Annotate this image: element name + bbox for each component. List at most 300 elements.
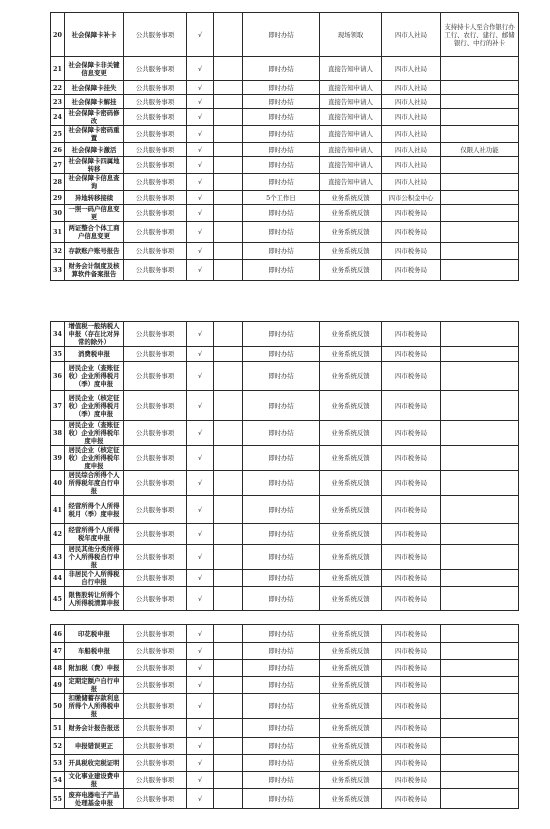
item-type-cell: 公共服务事项 xyxy=(124,362,187,391)
table-row xyxy=(51,755,519,772)
department-cell: 四市税务局 xyxy=(382,524,441,545)
department-cell: 四市税务局 xyxy=(382,772,441,789)
item-type-cell: 公共服务事项 xyxy=(124,81,187,95)
item-type-cell: 公共服务事项 xyxy=(124,95,187,109)
empty-cell xyxy=(214,524,243,545)
item-number-cell: 47 xyxy=(51,643,65,660)
empty-cell xyxy=(214,496,243,524)
remark-cell xyxy=(441,174,519,191)
item-name-cell: 印花税申报 xyxy=(65,625,124,643)
remark-cell xyxy=(441,496,519,524)
department-cell: 四市税务局 xyxy=(382,322,441,347)
item-type-cell: 公共服务事项 xyxy=(124,772,187,789)
item-name-cell: 附加税（费）申报 xyxy=(65,660,124,677)
department-cell: 四市税务局 xyxy=(382,222,441,243)
service-table-block-2 xyxy=(50,321,519,611)
empty-cell xyxy=(214,205,243,222)
check-mark-cell: √ xyxy=(187,57,214,81)
item-number-cell: 36 xyxy=(51,362,65,391)
item-name-cell: 社会保障卡挂失 xyxy=(65,81,124,95)
empty-cell xyxy=(214,322,243,347)
item-number-cell: 46 xyxy=(51,625,65,643)
item-number-cell: 38 xyxy=(51,421,65,446)
item-name-cell: 异地转移接续 xyxy=(65,191,124,205)
item-name-cell: 非居民个人所得税自行申报 xyxy=(65,570,124,587)
check-mark-cell: √ xyxy=(187,660,214,677)
result-delivery-cell: 业务系统反馈 xyxy=(320,625,382,643)
remark-cell xyxy=(441,191,519,205)
processing-time-cell: 即时办结 xyxy=(243,524,320,545)
result-delivery-cell: 业务系统反馈 xyxy=(320,719,382,738)
check-mark-cell: √ xyxy=(187,719,214,738)
result-delivery-cell: 业务系统反馈 xyxy=(320,222,382,243)
result-delivery-cell: 业务系统反馈 xyxy=(320,322,382,347)
processing-time-cell: 即时办结 xyxy=(243,243,320,260)
department-cell: 四市税务局 xyxy=(382,260,441,281)
item-type-cell: 公共服务事项 xyxy=(124,755,187,772)
department-cell: 四市税务局 xyxy=(382,587,441,611)
item-number-cell: 32 xyxy=(51,243,65,260)
item-number-cell: 35 xyxy=(51,347,65,362)
item-number-cell: 33 xyxy=(51,260,65,281)
processing-time-cell: 即时办结 xyxy=(243,738,320,755)
empty-cell xyxy=(214,347,243,362)
check-mark-cell: √ xyxy=(187,738,214,755)
processing-time-cell: 即时办结 xyxy=(243,95,320,109)
processing-time-cell: 即时办结 xyxy=(243,322,320,347)
item-number-cell: 28 xyxy=(51,174,65,191)
department-cell: 四市税务局 xyxy=(382,496,441,524)
empty-cell xyxy=(214,421,243,446)
table-row xyxy=(51,13,519,57)
processing-time-cell: 即时办结 xyxy=(243,545,320,570)
item-name-cell: 社会保障卡非关键信息变更 xyxy=(65,57,124,81)
department-cell: 四市税务局 xyxy=(382,738,441,755)
item-number-cell: 29 xyxy=(51,191,65,205)
result-delivery-cell: 业务系统反馈 xyxy=(320,789,382,809)
item-name-cell: 社会保障卡激活 xyxy=(65,143,124,157)
department-cell: 四市公积金中心 xyxy=(382,191,441,205)
empty-cell xyxy=(214,570,243,587)
department-cell: 四市税务局 xyxy=(382,347,441,362)
item-name-cell: 社会保障卡信息查询 xyxy=(65,174,124,191)
remark-cell xyxy=(441,243,519,260)
item-number-cell: 27 xyxy=(51,157,65,174)
item-number-cell: 48 xyxy=(51,660,65,677)
remark-cell xyxy=(441,126,519,143)
result-delivery-cell: 业务系统反馈 xyxy=(320,243,382,260)
processing-time-cell: 即时办结 xyxy=(243,496,320,524)
department-cell: 四市税务局 xyxy=(382,362,441,391)
item-type-cell: 公共服务事项 xyxy=(124,57,187,81)
table-row xyxy=(51,347,519,362)
department-cell: 四市税务局 xyxy=(382,446,441,471)
result-delivery-cell: 业务系统反馈 xyxy=(320,421,382,446)
empty-cell xyxy=(214,157,243,174)
result-delivery-cell: 业务系统反馈 xyxy=(320,205,382,222)
department-cell: 四市人社局 xyxy=(382,143,441,157)
item-type-cell: 公共服务事项 xyxy=(124,789,187,809)
processing-time-cell: 即时办结 xyxy=(243,694,320,719)
remark-cell xyxy=(441,755,519,772)
department-cell: 四市人社局 xyxy=(382,81,441,95)
item-name-cell: 社会保障卡四属地转移 xyxy=(65,157,124,174)
item-number-cell: 24 xyxy=(51,109,65,126)
item-name-cell: 车船税申报 xyxy=(65,643,124,660)
processing-time-cell: 即时办结 xyxy=(243,625,320,643)
remark-cell xyxy=(441,421,519,446)
item-name-cell: 社会保障卡密码修改 xyxy=(65,109,124,126)
remark-cell xyxy=(441,471,519,496)
remark-cell xyxy=(441,719,519,738)
department-cell: 四市税务局 xyxy=(382,694,441,719)
department-cell: 四市税务局 xyxy=(382,205,441,222)
item-number-cell: 26 xyxy=(51,143,65,157)
department-cell: 四市税务局 xyxy=(382,677,441,694)
item-number-cell: 23 xyxy=(51,95,65,109)
department-cell: 四市人社局 xyxy=(382,174,441,191)
remark-cell xyxy=(441,446,519,471)
department-cell: 四市税务局 xyxy=(382,755,441,772)
item-type-cell: 公共服务事项 xyxy=(124,143,187,157)
check-mark-cell: √ xyxy=(187,643,214,660)
result-delivery-cell: 业务系统反馈 xyxy=(320,347,382,362)
result-delivery-cell: 业务系统反馈 xyxy=(320,446,382,471)
item-number-cell: 30 xyxy=(51,205,65,222)
table-row xyxy=(51,421,519,446)
item-type-cell: 公共服务事项 xyxy=(124,660,187,677)
department-cell: 四市人社局 xyxy=(382,13,441,57)
processing-time-cell: 即时办结 xyxy=(243,157,320,174)
check-mark-cell: √ xyxy=(187,95,214,109)
table-row xyxy=(51,191,519,205)
item-number-cell: 39 xyxy=(51,446,65,471)
item-number-cell: 44 xyxy=(51,570,65,587)
remark-cell xyxy=(441,81,519,95)
empty-cell xyxy=(214,243,243,260)
processing-time-cell: 即时办结 xyxy=(243,81,320,95)
result-delivery-cell: 业务系统反馈 xyxy=(320,191,382,205)
item-name-cell: 居民企业（查账征收）企业所得税月（季）度申报 xyxy=(65,362,124,391)
item-type-cell: 公共服务事项 xyxy=(124,587,187,611)
table-row xyxy=(51,789,519,809)
check-mark-cell: √ xyxy=(187,587,214,611)
check-mark-cell: √ xyxy=(187,174,214,191)
item-name-cell: 社会保障卡解挂 xyxy=(65,95,124,109)
empty-cell xyxy=(214,789,243,809)
table-row xyxy=(51,391,519,421)
result-delivery-cell: 直接告知申请人 xyxy=(320,174,382,191)
result-delivery-cell: 业务系统反馈 xyxy=(320,587,382,611)
result-delivery-cell: 业务系统反馈 xyxy=(320,772,382,789)
processing-time-cell: 即时办结 xyxy=(243,719,320,738)
item-number-cell: 40 xyxy=(51,471,65,496)
item-name-cell: 居民其他分类所得个人所得税自行申报 xyxy=(65,545,124,570)
remark-cell xyxy=(441,109,519,126)
check-mark-cell: √ xyxy=(187,772,214,789)
processing-time-cell: 即时办结 xyxy=(243,57,320,81)
table-row xyxy=(51,95,519,109)
empty-cell xyxy=(214,738,243,755)
empty-cell xyxy=(214,260,243,281)
table-row xyxy=(51,677,519,694)
item-name-cell: 居民企业（核定征收）企业所得税年度申报 xyxy=(65,446,124,471)
department-cell: 四市税务局 xyxy=(382,570,441,587)
department-cell: 四市税务局 xyxy=(382,471,441,496)
table-row xyxy=(51,126,519,143)
result-delivery-cell: 直接告知申请人 xyxy=(320,143,382,157)
processing-time-cell: 即时办结 xyxy=(243,772,320,789)
processing-time-cell: 即时办结 xyxy=(243,570,320,587)
item-type-cell: 公共服务事项 xyxy=(124,625,187,643)
table-row xyxy=(51,625,519,643)
item-type-cell: 公共服务事项 xyxy=(124,677,187,694)
processing-time-cell: 即时办结 xyxy=(243,109,320,126)
check-mark-cell: √ xyxy=(187,446,214,471)
item-type-cell: 公共服务事项 xyxy=(124,496,187,524)
item-name-cell: 经营所得个人所得税年度申报 xyxy=(65,524,124,545)
result-delivery-cell: 业务系统反馈 xyxy=(320,694,382,719)
remark-cell xyxy=(441,362,519,391)
remark-cell xyxy=(441,391,519,421)
item-type-cell: 公共服务事项 xyxy=(124,719,187,738)
department-cell: 四市税务局 xyxy=(382,643,441,660)
remark-cell xyxy=(441,524,519,545)
item-type-cell: 公共服务事项 xyxy=(124,109,187,126)
department-cell: 四市税务局 xyxy=(382,243,441,260)
remark-cell: 仅限人社功能 xyxy=(441,143,519,157)
check-mark-cell: √ xyxy=(187,496,214,524)
table-row xyxy=(51,205,519,222)
processing-time-cell: 即时办结 xyxy=(243,755,320,772)
table-row xyxy=(51,471,519,496)
item-type-cell: 公共服务事项 xyxy=(124,545,187,570)
table-row xyxy=(51,222,519,243)
item-number-cell: 37 xyxy=(51,391,65,421)
processing-time-cell: 即时办结 xyxy=(243,143,320,157)
item-name-cell: 居民综合所得个人所得税年度自行申报 xyxy=(65,471,124,496)
processing-time-cell: 即时办结 xyxy=(243,205,320,222)
table-row xyxy=(51,109,519,126)
item-name-cell: 社会保障卡密码重置 xyxy=(65,126,124,143)
item-name-cell: 财务会计报告报送 xyxy=(65,719,124,738)
check-mark-cell: √ xyxy=(187,625,214,643)
item-name-cell: 存款账户账号报告 xyxy=(65,243,124,260)
item-name-cell: 两证整合个体工商户信息变更 xyxy=(65,222,124,243)
item-name-cell: 居民企业（核定征收）企业所得税月（季）度申报 xyxy=(65,391,124,421)
empty-cell xyxy=(214,660,243,677)
item-number-cell: 41 xyxy=(51,496,65,524)
remark-cell xyxy=(441,587,519,611)
empty-cell xyxy=(214,57,243,81)
remark-cell xyxy=(441,95,519,109)
table-row xyxy=(51,719,519,738)
check-mark-cell: √ xyxy=(187,13,214,57)
check-mark-cell: √ xyxy=(187,677,214,694)
processing-time-cell: 即时办结 xyxy=(243,446,320,471)
item-number-cell: 34 xyxy=(51,322,65,347)
result-delivery-cell: 直接告知申请人 xyxy=(320,81,382,95)
remark-cell xyxy=(441,694,519,719)
remark-cell xyxy=(441,545,519,570)
result-delivery-cell: 业务系统反馈 xyxy=(320,545,382,570)
item-name-cell: 定期定额户自行申报 xyxy=(65,677,124,694)
item-name-cell: 废弃电器电子产品处理基金申报 xyxy=(65,789,124,809)
result-delivery-cell: 业务系统反馈 xyxy=(320,660,382,677)
check-mark-cell: √ xyxy=(187,191,214,205)
item-type-cell: 公共服务事项 xyxy=(124,421,187,446)
table-row xyxy=(51,694,519,719)
item-type-cell: 公共服务事项 xyxy=(124,174,187,191)
item-name-cell: 消费税申报 xyxy=(65,347,124,362)
department-cell: 四市人社局 xyxy=(382,95,441,109)
item-type-cell: 公共服务事项 xyxy=(124,347,187,362)
table-row xyxy=(51,446,519,471)
processing-time-cell: 即时办结 xyxy=(243,260,320,281)
item-name-cell: 居民企业（查账征收）企业所得税年度申报 xyxy=(65,421,124,446)
processing-time-cell: 即时办结 xyxy=(243,789,320,809)
item-type-cell: 公共服务事项 xyxy=(124,694,187,719)
item-number-cell: 51 xyxy=(51,719,65,738)
table-row xyxy=(51,587,519,611)
table-row xyxy=(51,738,519,755)
empty-cell xyxy=(214,446,243,471)
result-delivery-cell: 直接告知申请人 xyxy=(320,126,382,143)
department-cell: 四市人社局 xyxy=(382,57,441,81)
item-type-cell: 公共服务事项 xyxy=(124,570,187,587)
result-delivery-cell: 业务系统反馈 xyxy=(320,260,382,281)
department-cell: 四市税务局 xyxy=(382,660,441,677)
item-type-cell: 公共服务事项 xyxy=(124,13,187,57)
check-mark-cell: √ xyxy=(187,322,214,347)
result-delivery-cell: 业务系统反馈 xyxy=(320,755,382,772)
processing-time-cell: 5个工作日 xyxy=(243,191,320,205)
item-type-cell: 公共服务事项 xyxy=(124,738,187,755)
result-delivery-cell: 直接告知申请人 xyxy=(320,95,382,109)
item-number-cell: 20 xyxy=(51,13,65,57)
empty-cell xyxy=(214,174,243,191)
department-cell: 四市税务局 xyxy=(382,545,441,570)
result-delivery-cell: 业务系统反馈 xyxy=(320,391,382,421)
check-mark-cell: √ xyxy=(187,205,214,222)
result-delivery-cell: 直接告知申请人 xyxy=(320,157,382,174)
processing-time-cell: 即时办结 xyxy=(243,421,320,446)
check-mark-cell: √ xyxy=(187,471,214,496)
processing-time-cell: 即时办结 xyxy=(243,587,320,611)
remark-cell xyxy=(441,643,519,660)
check-mark-cell: √ xyxy=(187,260,214,281)
empty-cell xyxy=(214,677,243,694)
table-row xyxy=(51,157,519,174)
department-cell: 四市税务局 xyxy=(382,719,441,738)
item-number-cell: 52 xyxy=(51,738,65,755)
processing-time-cell: 即时办结 xyxy=(243,391,320,421)
result-delivery-cell: 业务系统反馈 xyxy=(320,362,382,391)
table-row xyxy=(51,660,519,677)
empty-cell xyxy=(214,471,243,496)
remark-cell xyxy=(441,57,519,81)
item-name-cell: 增值税一般纳税人申报（存在比对异常的除外） xyxy=(65,322,124,347)
check-mark-cell: √ xyxy=(187,347,214,362)
item-number-cell: 53 xyxy=(51,755,65,772)
remark-cell xyxy=(441,322,519,347)
result-delivery-cell: 直接告知申请人 xyxy=(320,57,382,81)
empty-cell xyxy=(214,755,243,772)
department-cell: 四市人社局 xyxy=(382,126,441,143)
table-row xyxy=(51,57,519,81)
empty-cell xyxy=(214,587,243,611)
result-delivery-cell: 业务系统反馈 xyxy=(320,524,382,545)
result-delivery-cell: 业务系统反馈 xyxy=(320,496,382,524)
remark-cell xyxy=(441,625,519,643)
empty-cell xyxy=(214,694,243,719)
item-number-cell: 54 xyxy=(51,772,65,789)
item-number-cell: 50 xyxy=(51,694,65,719)
table-row xyxy=(51,772,519,789)
department-cell: 四市人社局 xyxy=(382,157,441,174)
result-delivery-cell: 业务系统反馈 xyxy=(320,471,382,496)
empty-cell xyxy=(214,126,243,143)
item-name-cell: 一照一码户信息变更 xyxy=(65,205,124,222)
table-row xyxy=(51,496,519,524)
empty-cell xyxy=(214,81,243,95)
check-mark-cell: √ xyxy=(187,570,214,587)
item-number-cell: 25 xyxy=(51,126,65,143)
table-row xyxy=(51,362,519,391)
empty-cell xyxy=(214,772,243,789)
remark-cell xyxy=(441,157,519,174)
item-number-cell: 42 xyxy=(51,524,65,545)
empty-cell xyxy=(214,643,243,660)
remark-cell xyxy=(441,205,519,222)
item-name-cell: 限售股转让所得个人所得税清算申报 xyxy=(65,587,124,611)
table-row xyxy=(51,81,519,95)
table-row xyxy=(51,260,519,281)
check-mark-cell: √ xyxy=(187,362,214,391)
item-type-cell: 公共服务事项 xyxy=(124,643,187,660)
check-mark-cell: √ xyxy=(187,545,214,570)
empty-cell xyxy=(214,222,243,243)
remark-cell xyxy=(441,347,519,362)
table-row xyxy=(51,570,519,587)
item-name-cell: 开具税收完税证明 xyxy=(65,755,124,772)
item-type-cell: 公共服务事项 xyxy=(124,222,187,243)
result-delivery-cell: 业务系统反馈 xyxy=(320,677,382,694)
empty-cell xyxy=(214,95,243,109)
service-table-block-3 xyxy=(50,624,519,809)
processing-time-cell: 即时办结 xyxy=(243,660,320,677)
table-row xyxy=(51,524,519,545)
department-cell: 四市税务局 xyxy=(382,421,441,446)
check-mark-cell: √ xyxy=(187,143,214,157)
item-type-cell: 公共服务事项 xyxy=(124,126,187,143)
item-type-cell: 公共服务事项 xyxy=(124,205,187,222)
result-delivery-cell: 业务系统反馈 xyxy=(320,643,382,660)
empty-cell xyxy=(214,625,243,643)
processing-time-cell: 即时办结 xyxy=(243,126,320,143)
item-type-cell: 公共服务事项 xyxy=(124,446,187,471)
item-type-cell: 公共服务事项 xyxy=(124,322,187,347)
item-type-cell: 公共服务事项 xyxy=(124,157,187,174)
result-delivery-cell: 直接告知申请人 xyxy=(320,109,382,126)
check-mark-cell: √ xyxy=(187,157,214,174)
table-row xyxy=(51,174,519,191)
item-type-cell: 公共服务事项 xyxy=(124,243,187,260)
item-name-cell: 扣缴储蓄存款利息所得个人所得税申报 xyxy=(65,694,124,719)
result-delivery-cell: 现场领取 xyxy=(320,13,382,57)
processing-time-cell: 即时办结 xyxy=(243,222,320,243)
remark-cell xyxy=(441,738,519,755)
